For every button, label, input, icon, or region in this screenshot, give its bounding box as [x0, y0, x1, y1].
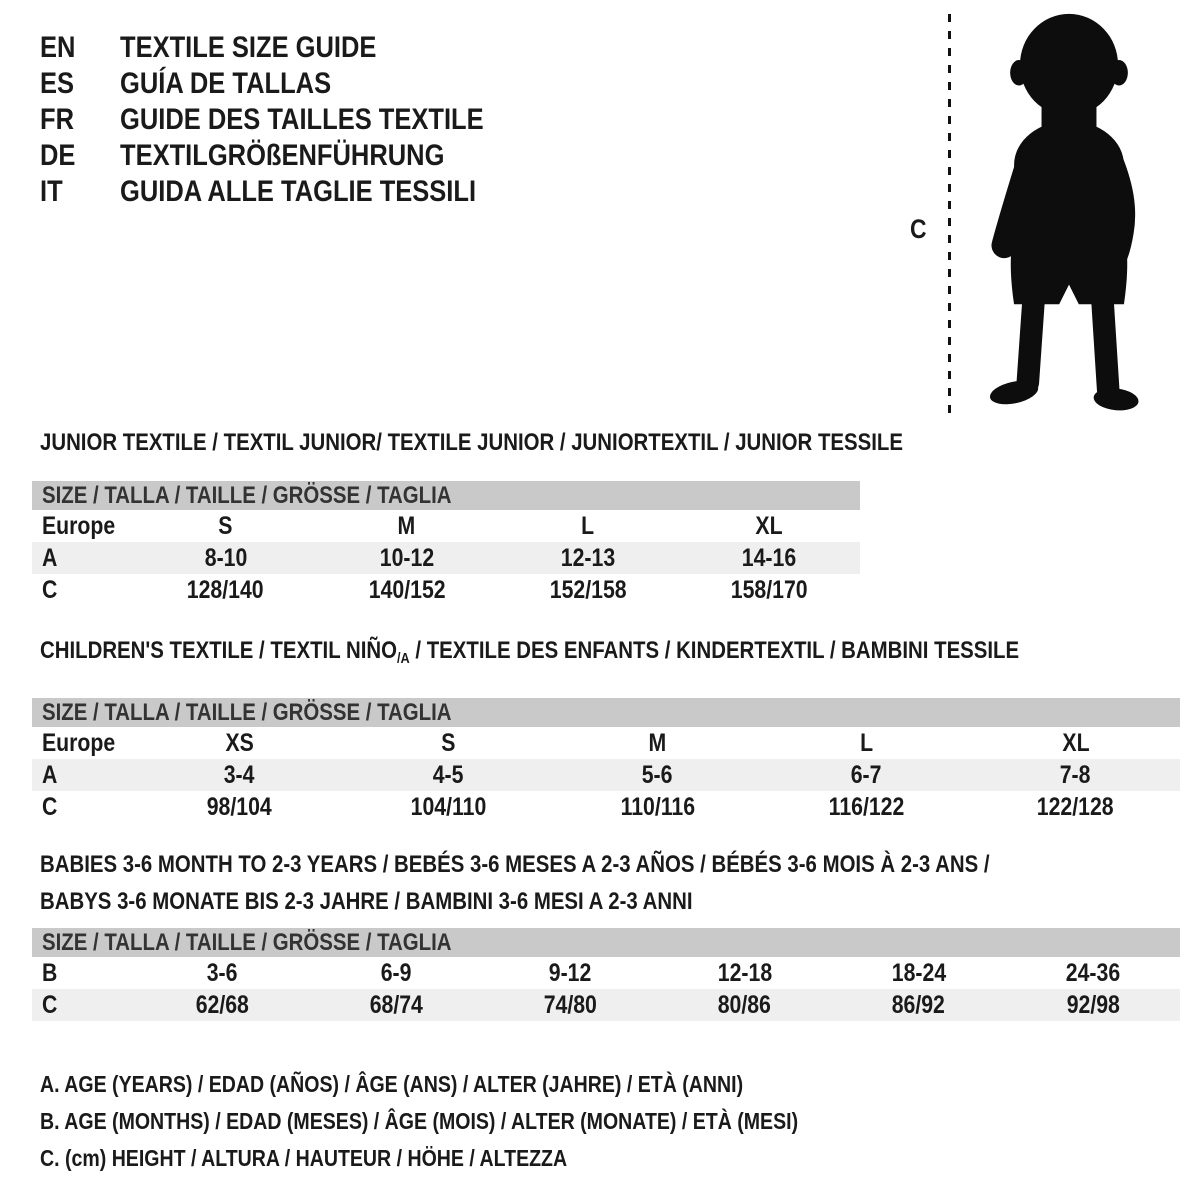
table-row-height-cm — [32, 989, 1180, 1021]
height-value: 122/128 — [1037, 792, 1114, 821]
section-title-line1: BABIES 3-6 MONTH TO 2-3 YEARS / BEBÉS 3-6 MESES A 2-3 AÑOS / BÉBÉS 3-6 MOIS À 2-3 ANS / — [40, 851, 990, 878]
height-measure-label: C — [910, 214, 927, 244]
table-row-height-cm — [32, 791, 1180, 823]
height-value: 116/122 — [828, 792, 905, 821]
age-value: 7-8 — [1060, 760, 1091, 789]
section-title-line2: BABYS 3-6 MONATE BIS 2-3 JAHRE / BAMBINI 3-6 MESI A 2-3 ANNI — [40, 888, 693, 915]
language-code: FR — [40, 103, 74, 136]
language-title: GUIDA ALLE TAGLIE TESSILI — [120, 175, 477, 208]
language-row-de — [40, 138, 548, 174]
legend-age-years: A. AGE (YEARS) / EDAD (AÑOS) / ÂGE (ANS) / ALTER (JAHRE) / ETÀ (ANNI) — [40, 1071, 744, 1097]
language-title: TEXTILE SIZE GUIDE — [120, 31, 377, 64]
size-value: S — [218, 511, 233, 540]
row-label: C — [42, 575, 58, 604]
age-value: 3-4 — [224, 760, 255, 789]
height-value: 62/68 — [195, 990, 249, 1019]
row-label: C — [42, 990, 58, 1019]
table-row-age-years — [32, 759, 1180, 791]
language-row-fr — [40, 102, 548, 138]
height-measure-dashed-line — [948, 14, 951, 416]
age-value: 3-6 — [206, 958, 238, 987]
height-value: 140/152 — [368, 575, 446, 604]
size-header-label: SIZE / TALLA / TAILLE / GRÖSSE / TAGLIA — [42, 481, 452, 509]
age-value: 12-18 — [717, 958, 772, 987]
legend-height-cm: C. (cm) HEIGHT / ALTURA / HAUTEUR / HÖHE / ALTEZZA — [40, 1145, 568, 1171]
row-label: A — [42, 543, 58, 572]
table-row-europe — [32, 510, 860, 542]
toddler-silhouette-icon — [968, 8, 1170, 420]
size-header-label: SIZE / TALLA / TAILLE / GRÖSSE / TAGLIA — [42, 698, 452, 726]
height-value: 152/158 — [549, 575, 627, 604]
section-childrens-textile — [32, 636, 1180, 823]
age-value: 18-24 — [891, 958, 946, 987]
row-label: A — [42, 760, 58, 789]
section-junior-textile — [32, 428, 903, 606]
language-code: IT — [40, 175, 63, 208]
language-row-it — [40, 174, 548, 210]
height-value: 104/110 — [410, 792, 487, 821]
age-value: 8-10 — [204, 543, 247, 572]
height-value: 98/104 — [207, 792, 272, 821]
height-measure-figure — [900, 8, 1185, 428]
height-value: 158/170 — [730, 575, 808, 604]
row-label: B — [42, 958, 58, 987]
language-row-es — [40, 66, 548, 102]
age-value: 6-7 — [851, 760, 882, 789]
language-code: EN — [40, 31, 76, 64]
age-value: 10-12 — [379, 543, 435, 572]
size-value: M — [398, 511, 416, 540]
language-list — [40, 30, 548, 210]
age-value: 12-13 — [560, 543, 616, 572]
size-header-bar — [32, 698, 1180, 727]
size-header-label: SIZE / TALLA / TAILLE / GRÖSSE / TAGLIA — [42, 928, 452, 956]
table-row-age-years — [32, 542, 860, 574]
size-header-bar — [32, 481, 860, 510]
language-code: ES — [40, 67, 75, 100]
table-row-age-months — [32, 957, 1180, 989]
language-title: GUIDE DES TAILLES TEXTILE — [120, 103, 484, 136]
section-title — [32, 846, 1180, 920]
size-header-bar — [32, 928, 1180, 957]
age-value: 24-36 — [1065, 958, 1121, 987]
height-value: 92/98 — [1066, 990, 1120, 1019]
height-value: 68/74 — [369, 990, 423, 1019]
language-row-en — [40, 30, 548, 66]
title-subscript: /A — [396, 650, 410, 667]
legend-age-months: B. AGE (MONTHS) / EDAD (MESES) / ÂGE (MOIS) / ALTER (MONATE) / ETÀ (MESI) — [40, 1108, 799, 1134]
legend — [40, 1066, 932, 1177]
size-value: L — [581, 511, 595, 540]
section-title: CHILDREN'S TEXTILE / TEXTIL $NIÑO_{/A}$ / TEXTILE DES ENFANTS / KINDERTEXTIL / BAMBINI TESSILE — [40, 637, 1020, 667]
age-value: 6-9 — [380, 958, 412, 987]
language-title: GUÍA DE TALLAS — [120, 67, 332, 100]
height-value: 74/80 — [543, 990, 597, 1019]
size-value: XL — [1061, 728, 1090, 757]
age-value: 4-5 — [433, 760, 464, 789]
size-value: XL — [755, 511, 783, 540]
size-value: S — [441, 728, 456, 757]
age-value: 5-6 — [642, 760, 673, 789]
section-babies-textile — [32, 846, 1180, 1021]
language-title: TEXTILGRÖßENFÜHRUNG — [120, 139, 445, 172]
height-value: 110/116 — [620, 792, 695, 821]
size-value: XS — [225, 728, 254, 757]
size-value: L — [860, 728, 873, 757]
row-label: Europe — [42, 511, 116, 540]
age-value: 9-12 — [549, 958, 592, 987]
table-row-height-cm — [32, 574, 860, 606]
height-value: 86/92 — [892, 990, 946, 1019]
row-label: Europe — [42, 728, 116, 757]
language-code: DE — [40, 139, 76, 172]
size-value: M — [648, 728, 667, 757]
table-row-europe — [32, 727, 1180, 759]
row-label: C — [42, 792, 58, 821]
section-title: JUNIOR TEXTILE / TEXTIL JUNIOR/ TEXTILE JUNIOR / JUNIORTEXTIL / JUNIOR TESSILE — [40, 429, 903, 456]
height-value: 128/140 — [187, 575, 265, 604]
height-value: 80/86 — [717, 990, 772, 1019]
age-value: 14-16 — [742, 543, 797, 572]
